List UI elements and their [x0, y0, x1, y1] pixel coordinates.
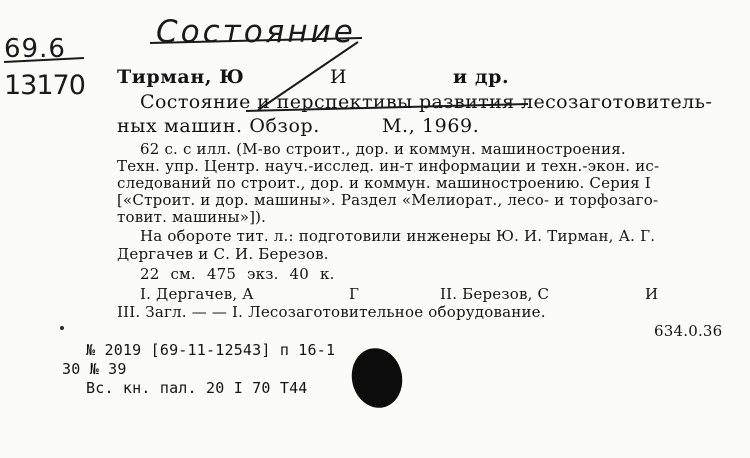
description-line: Техн. упр. Центр. науч.-исслед. ин-т информации и техн.-экон. ис- [117, 157, 660, 175]
handwritten-heading: Состояние [156, 14, 356, 50]
subject-heading: III. Загл. — — I. Лесозаготовительное оборудование. [117, 303, 546, 321]
note-line: Дергачев и С. И. Березов. [117, 245, 329, 263]
description-line: [«Строит. и дор. машины». Раздел «Мелиорат., лесо- и торфозаго- [117, 191, 659, 209]
added-entry-first: I. Дергачев, А [140, 285, 254, 303]
description-line: следований по строит., дор. и коммун. машиностроению. Серия I [117, 174, 651, 192]
ink-blot [346, 343, 407, 412]
physical-description: 22 см. 475 экз. 40 к. [140, 265, 335, 283]
note-line: На обороте тит. л.: подготовили инженеры Ю. И. Тирман, А. Г. [140, 227, 656, 245]
author-initial: И [330, 66, 348, 88]
author-name: Тирман, Ю [117, 66, 245, 88]
classification-number: 634.0.36 [654, 322, 723, 340]
added-entry-second-initial: И [645, 285, 659, 303]
added-entry-first-initial: Г [349, 285, 360, 303]
added-entry-second: II. Березов, С [440, 285, 550, 303]
title-line-2: ных машин. Обзор. [117, 115, 320, 137]
ink-speck [60, 326, 64, 330]
title-place-year: М., 1969. [382, 115, 480, 137]
footer-line: Вс. кн. пал. 20 I 70 Т44 [86, 379, 308, 397]
description-line: товит. машины»]). [117, 208, 267, 226]
author-et-al: и др. [453, 66, 510, 88]
handwritten-code-top: 69.6 [4, 34, 66, 64]
handwritten-code-bottom: 13170 [4, 70, 85, 101]
description-line: 62 с. с илл. (М-во строит., дор. и коммун. машиностроения. [140, 140, 626, 158]
footer-line: 30 № 39 [62, 360, 127, 378]
title-line-1: Состояние и перспективы развития лесозаготовитель- [140, 91, 713, 113]
footer-line: № 2019 [69-11-12543] п 16-1 [86, 341, 336, 359]
